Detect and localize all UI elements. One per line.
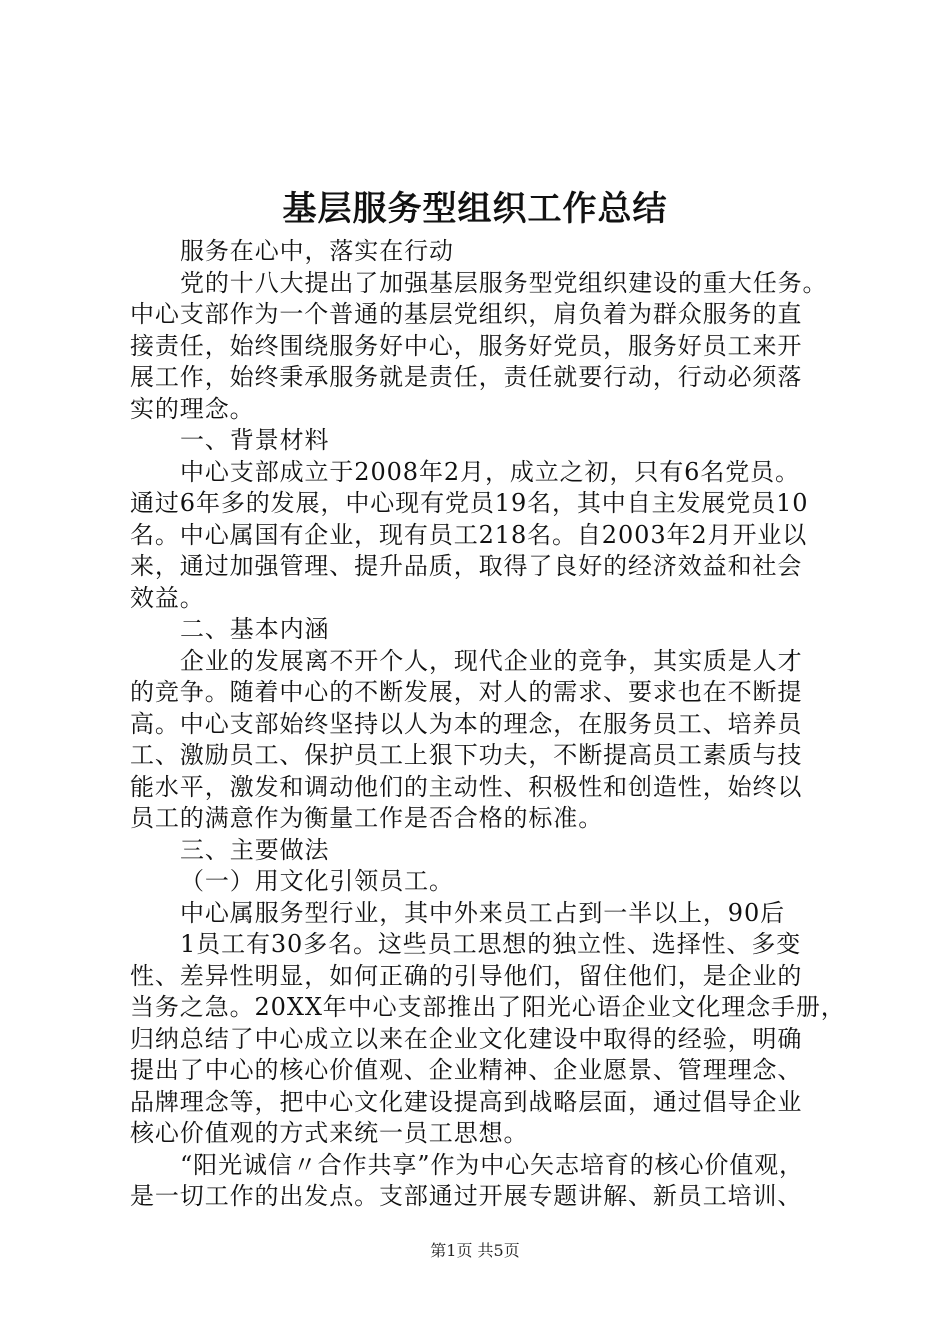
body-line: 归纳总结了中心成立以来在企业文化建设中取得的经验，明确	[130, 1024, 803, 1053]
body-line: 能水平，激发和调动他们的主动性、积极性和创造性，始终以	[130, 772, 803, 801]
body-line: 企业的发展离不开个人，现代企业的竞争，其实质是人才	[180, 646, 803, 675]
body-line: 二、基本内涵	[180, 615, 330, 643]
body-line: 员工的满意作为衡量工作是否合格的标准。	[130, 804, 604, 832]
body-line: 的竞争。随着中心的不断发展，对人的需求、要求也在不断提	[130, 678, 803, 706]
body-line: 提出了中心的核心价值观、企业精神、企业愿景、管理理念、	[130, 1056, 803, 1084]
body-line: 党的十八大提出了加强基层服务型党组织建设的重大任务。	[180, 268, 828, 297]
body-line: 接责任，始终围绕服务好中心，服务好党员，服务好员工来开	[130, 331, 803, 360]
body-line: 来，通过加强管理、提升品质，取得了良好的经济效益和社会	[130, 552, 803, 580]
body-line: 高。中心支部始终坚持以人为本的理念，在服务员工、培养员	[130, 709, 803, 738]
body-line: 效益。	[130, 583, 205, 612]
body-line: 三、主要做法	[180, 835, 330, 864]
body-line: 核心价值观的方式来统一员工思想。	[130, 1119, 529, 1147]
body-line: 是一切工作的出发点。支部通过开展专题讲解、新员工培训、	[130, 1182, 803, 1210]
body-line: 名。中心属国有企业，现有员工218名。自2003年2月开业以	[130, 520, 808, 549]
body-line: “阳光诚信〃合作共享”作为中心矢志培育的核心价值观，	[180, 1150, 804, 1179]
body-line: 1员工有30多名。这些员工思想的独立性、选择性、多变	[180, 930, 802, 958]
body-line: 通过6年多的发展，中心现有党员19名，其中自主发展党员10	[130, 489, 809, 517]
body-line: 性、差异性明显，如何正确的引导他们，留住他们，是企业的	[130, 961, 803, 990]
body-line: 品牌理念等，把中心文化建设提高到战略层面，通过倡导企业	[130, 1087, 803, 1116]
body-line: 服务在心中，落实在行动	[180, 237, 454, 265]
body-line: 工、激励员工、保护员工上狠下功夫，不断提高员工素质与技	[130, 741, 803, 769]
body-line: 中心属服务型行业，其中外来员工占到一半以上，90后	[180, 898, 786, 927]
body-line: 一、背景材料	[180, 426, 330, 454]
body-line: 展工作，始终秉承服务就是责任，责任就要行动，行动必须落	[130, 363, 803, 391]
body-line: 中心支部作为一个普通的基层党组织，肩负着为群众服务的直	[130, 300, 803, 328]
document-body	[130, 236, 846, 1213]
body-line: 当务之急。20XX年中心支部推出了阳光心语企业文化理念手册，	[130, 993, 846, 1021]
document-title: 基层服务型组织工作总结	[282, 189, 668, 229]
page-number-footer: 第1页 共5页	[430, 1241, 520, 1260]
body-line: 实的理念。	[130, 394, 255, 423]
body-line: 中心支部成立于2008年2月，成立之初，只有6名党员。	[180, 457, 800, 486]
body-line: （一）用文化引领员工。	[180, 867, 454, 895]
